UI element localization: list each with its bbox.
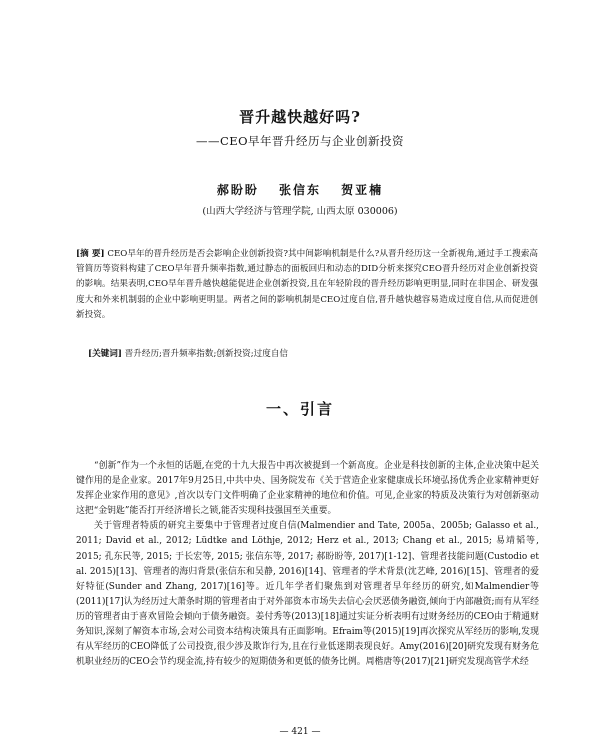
paper-title: 晋升越快越好吗? bbox=[239, 108, 361, 126]
author-affiliation: (山西大学经济与管理学院, 山西太原 030006) bbox=[202, 206, 398, 217]
paper-subtitle: ——CEO早年晋升经历与企业创新投资 bbox=[195, 134, 405, 148]
section-heading-introduction: 一、引言 bbox=[265, 400, 334, 418]
body-paragraph: “创新”作为一个永恒的话题,在党的十九大报告中再次被提到一个新高度。企业是科技创新的主体,企业决策中起关键作用的是企业家。2017年9月25日,中共中央、国务院发布《关于营造企业家健康成长环境弘扬优秀企业家精神更好发挥企业家作用的意见》,首次以专门文件明确了企业家精神的地位和价值。可见,企业家的特质及决策行为对创新驱动这把“金钥匙”能否打开经济增长之锁,能否实现科技强国至关重要。 bbox=[76, 461, 539, 517]
body-paragraph: 关于管理者特质的研究主要集中于管理者过度自信(Malmendier and Tate, 2005a、2005b; Galasso et al., 2011; David et al., 2012; Lüdtke and Löthje, 2012; Herz et al., 2013; Chang et al., 2015; 易靖韬等, 2015; 孔东民等, 2015; 于长宏等, 2015; 张信东等, 2017; 郝盼盼等, 2017)[1-12]、管理者技能问题(Custodio et al. 2015)[13]、管理者的海归背景(张信东和吴静, 2016)[14]、管理者的学术背景(沈艺峰, 2016)[15]、管理者的爱好特征(Sunder and Zhang, 2017)[16]等。近几年学者们聚焦到对管理者早年经历的研究,如Malmendier等(2011)[17]认为经历过大萧条时期的管理者由于对外部资本市场失去信心会厌恶债务融资,倾向于内部融资;而有从军经历的管理者由于喜欢冒险会倾向于债务融资。姜付秀等(2013)[18]通过实证分析表明有过财务经历的CEO由于精通财务知识,深刻了解资本市场,会对公司资本结构决策具有正面影响。Efraim等(2015)[19]再次探究从军经历的影响,发现有从军经历的CEO降低了公司投资,很少涉及欺诈行为,且在行业低迷期表现良好。Amy(2016)[20]研究发现有财务危机职业经历的CEO会节约现金流,持有较少的短期债务和更低的债务比例。周楷唐等(2017)[21]研究发现高管学术经 bbox=[76, 521, 539, 668]
keywords-block bbox=[88, 347, 538, 361]
page-number: — 421 — bbox=[279, 727, 321, 737]
author-list: 郝盼盼 张信东 贺亚楠 bbox=[216, 183, 384, 197]
abstract-label: [摘 要] bbox=[76, 249, 105, 259]
keywords-label: [关键词] bbox=[88, 349, 122, 359]
abstract-text: CEO早年的晋升经历是否会影响企业创新投资?其中间影响机制是什么?从晋升经历这一全新视角,通过手工搜索高管简历等资料构建了CEO早年晋升频率指数,通过静态的面板回归和动态的DID分析来探究CEO晋升经历对企业创新投资的影响。结果表明,CEO早年晋升越快越能促进企业创新投资,且在年轻阶段的晋升经历影响更明显,同时在非国企、研发强度大和外来机制弱的企业中影响更明显。两者之间的影响机制是CEO过度自信,晋升越快越容易造成过度自信,从而促进创新投资。 bbox=[76, 249, 539, 320]
body-text bbox=[76, 459, 539, 670]
abstract-block bbox=[76, 247, 538, 323]
keywords-text: 晋升经历;晋升频率指数;创新投资;过度自信 bbox=[124, 349, 289, 359]
